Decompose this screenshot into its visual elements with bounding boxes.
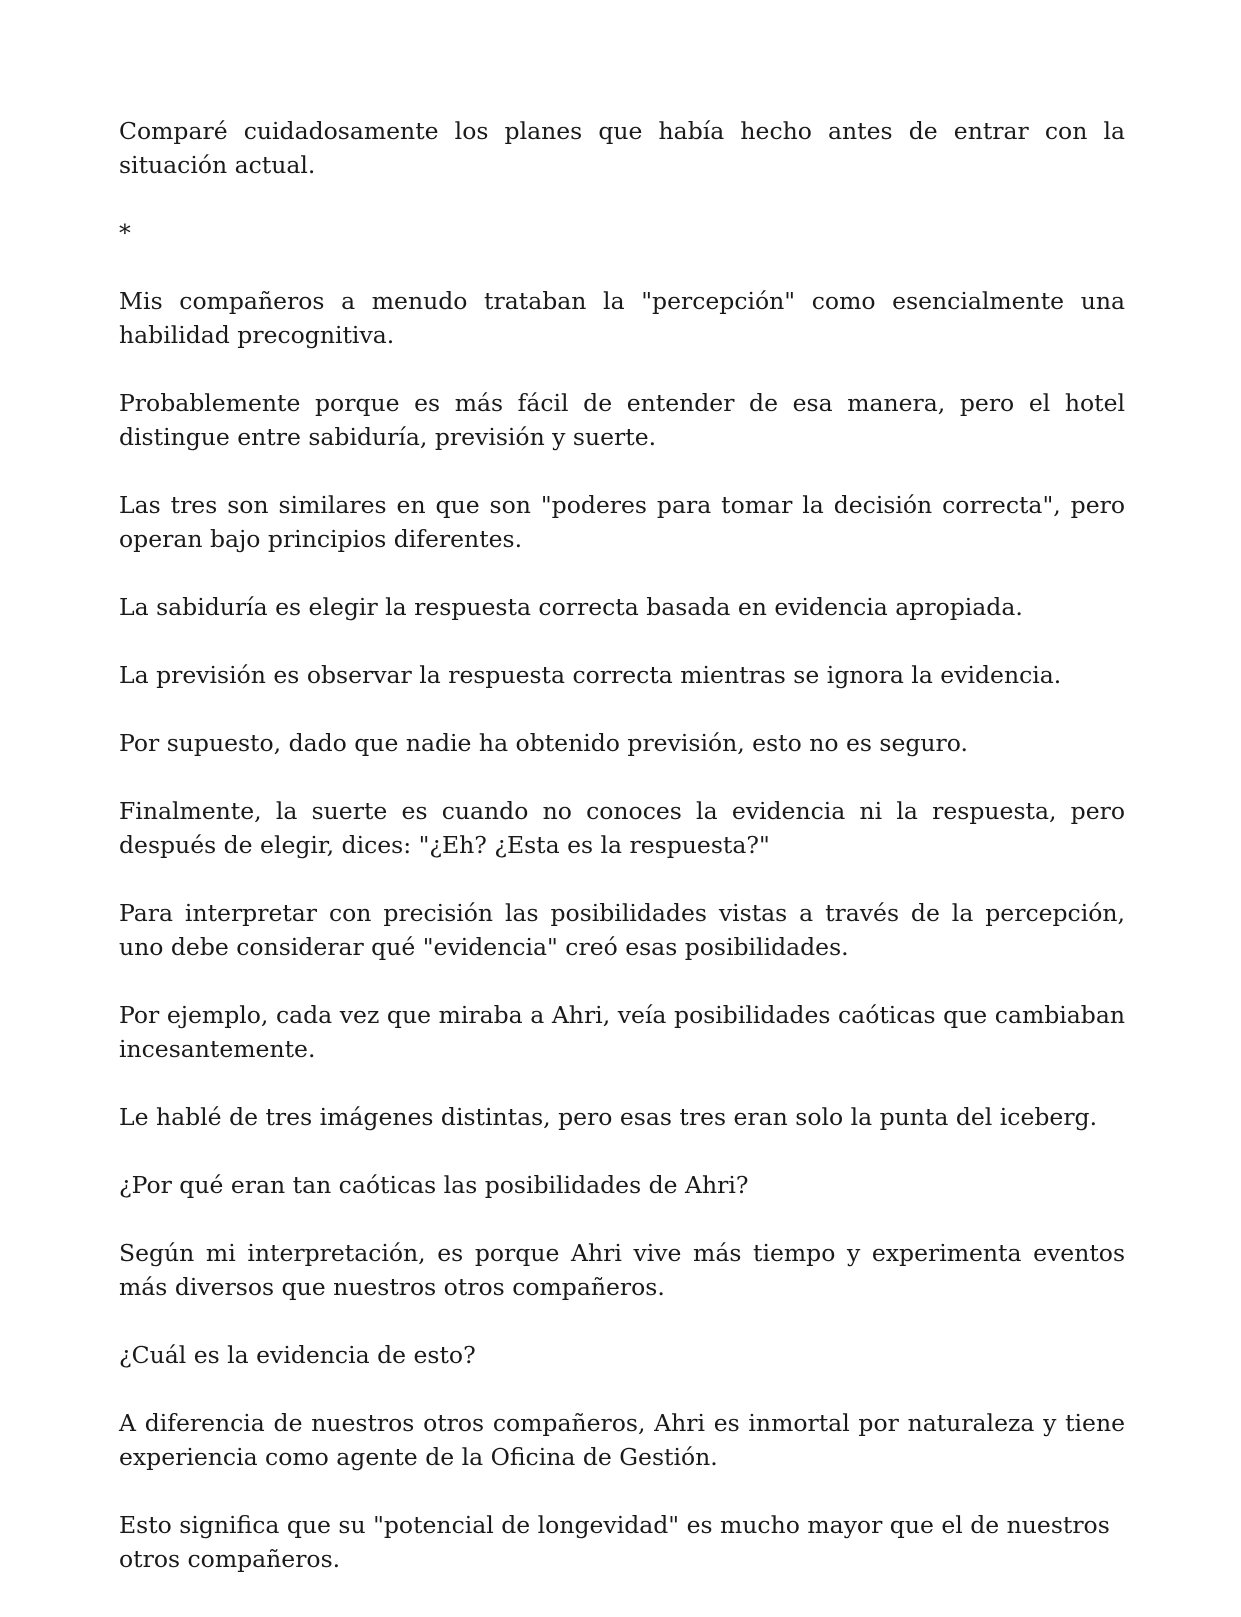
paragraph: Probablemente porque es más fácil de entender de esa manera, pero el hotel distingue entre sabiduría, previsión y suerte. (119, 389, 1125, 451)
document-page (119, 114, 1125, 1610)
paragraph: Por ejemplo, cada vez que miraba a Ahri, veía posibilidades caóticas que cambiaban incesantemente. (119, 1001, 1125, 1063)
paragraph: Mis compañeros a menudo trataban la "percepción" como esencialmente una habilidad precognitiva. (119, 287, 1125, 349)
paragraph: Esto significa que su "potencial de longevidad" es mucho mayor que el de nuestros otros compañeros. (119, 1511, 1110, 1573)
paragraph: Finalmente, la suerte es cuando no conoces la evidencia ni la respuesta, pero después de elegir, dices: "¿Eh? ¿Esta es la respuesta?" (119, 797, 1125, 859)
paragraph: Por supuesto, dado que nadie ha obtenido previsión, esto no es seguro. (119, 729, 968, 757)
paragraph: ¿Cuál es la evidencia de esto? (119, 1341, 476, 1369)
paragraph: Para interpretar con precisión las posibilidades vistas a través de la percepción, uno debe considerar qué "evidencia" creó esas posibilidades. (119, 899, 1125, 961)
paragraph: Comparé cuidadosamente los planes que había hecho antes de entrar con la situación actual. (119, 117, 1125, 179)
paragraph: Le hablé de tres imágenes distintas, pero esas tres eran solo la punta del iceberg. (119, 1103, 1098, 1131)
paragraph: La sabiduría es elegir la respuesta correcta basada en evidencia apropiada. (119, 593, 1023, 621)
paragraph: La previsión es observar la respuesta correcta mientras se ignora la evidencia. (119, 661, 1062, 689)
paragraph: ¿Por qué eran tan caóticas las posibilidades de Ahri? (119, 1171, 749, 1199)
paragraph: A diferencia de nuestros otros compañeros, Ahri es inmortal por naturaleza y tiene experiencia como agente de la Oficina de Gestión. (119, 1409, 1125, 1471)
section-separator: * (119, 219, 131, 247)
paragraph: Las tres son similares en que son "poderes para tomar la decisión correcta", pero operan bajo principios diferentes. (119, 491, 1125, 553)
paragraph: Según mi interpretación, es porque Ahri vive más tiempo y experimenta eventos más diversos que nuestros otros compañeros. (119, 1239, 1125, 1301)
